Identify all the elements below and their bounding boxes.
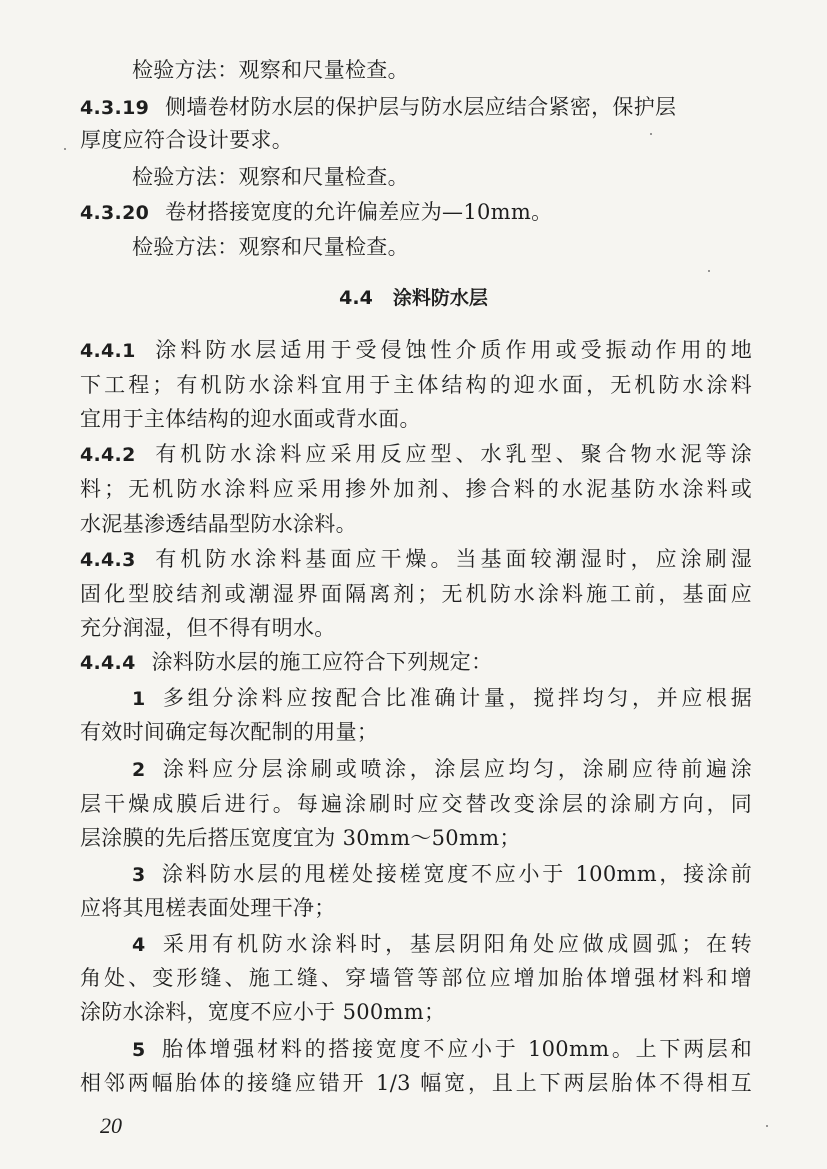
item-number: 5 [132, 1039, 146, 1061]
list-item: 3 涂料防水层的甩槎处接槎宽度不应小于 100mm，接涂前 [132, 862, 752, 886]
scan-speck [708, 270, 710, 272]
clause-4-3-19: 4.3.19 侧墙卷材防水层的保护层与防水层应结合紧密，保护层 [80, 95, 677, 119]
item-number: 1 [132, 688, 146, 710]
page-number: 20 [100, 1113, 122, 1138]
clause-number: 4.4.1 [80, 340, 136, 362]
section-heading [0, 284, 827, 312]
clause-number: 4.3.20 [80, 202, 150, 224]
clause-number: 4.4.3 [80, 549, 136, 571]
list-item: 5 胎体增强材料的搭接宽度不应小于 100mm。上下两层和 [132, 1037, 752, 1061]
text-line: 下工程；有机防水涂料宜用于主体结构的迎水面，无机防水涂料 [80, 373, 752, 397]
text-line: 检验方法：观察和尺量检查。 [132, 165, 409, 189]
clause-4-4-2: 4.4.2 有机防水涂料应采用反应型、水乳型、聚合物水泥等涂 [80, 442, 752, 466]
text-line: 充分润湿，但不得有明水。 [80, 616, 336, 640]
clause-4-4-1: 4.4.1 涂料防水层适用于受侵蚀性介质作用或受振动作用的地 [80, 338, 752, 362]
clause-number: 4.4.4 [80, 652, 136, 674]
item-number: 3 [132, 864, 146, 886]
list-item: 4 采用有机防水涂料时，基层阴阳角处应做成圆弧；在转 [132, 932, 752, 956]
text-line: 水泥基渗透结晶型防水涂料。 [80, 512, 357, 536]
text-line: 固化型胶结剂或潮湿界面隔离剂；无机防水涂料施工前，基面应 [80, 582, 752, 606]
text-line: 料；无机防水涂料应采用掺外加剂、掺合料的水泥基防水涂料或 [80, 477, 752, 501]
text-line: 检验方法：观察和尺量检查。 [132, 235, 409, 259]
text-line: 有效时间确定每次配制的用量； [80, 720, 379, 744]
text-line: 相邻两幅胎体的接缝应错开 1/3 幅宽，且上下两层胎体不得相互 [80, 1071, 752, 1095]
item-number: 4 [132, 934, 146, 956]
list-item: 2 涂料应分层涂刷或喷涂，涂层应均匀，涂刷应待前遍涂 [132, 757, 752, 781]
item-number: 2 [132, 759, 146, 781]
scan-speck [650, 133, 652, 135]
text-line: 层涂膜的先后搭压宽度宜为 30mm～50mm； [80, 826, 521, 850]
clause-4-3-20: 4.3.20 卷材搭接宽度的允许偏差应为—10mm。 [80, 200, 553, 224]
text-line: 厚度应符合设计要求。 [80, 128, 293, 152]
clause-4-4-3: 4.4.3 有机防水涂料基面应干燥。当基面较潮湿时，应涂刷湿 [80, 547, 752, 571]
clause-number: 4.3.19 [80, 97, 150, 119]
list-item: 1 多组分涂料应按配合比准确计量，搅拌均匀，并应根据 [132, 686, 752, 710]
text-line: 应将其甩槎表面处理干净； [80, 896, 336, 920]
section-title: 涂料防水层 [392, 287, 488, 309]
section-number: 4.4 [339, 287, 373, 309]
text-line: 层干燥成膜后进行。每遍涂刷时应交替改变涂层的涂刷方向，同 [80, 792, 752, 816]
text-line: 角处、变形缝、施工缝、穿墙管等部位应增加胎体增强材料和增 [80, 966, 752, 990]
scan-speck [64, 148, 66, 150]
clause-4-4-4: 4.4.4 涂料防水层的施工应符合下列规定： [80, 650, 493, 674]
text-line: 涂防水涂料，宽度不应小于 500mm； [80, 1000, 446, 1024]
text-line: 宜用于主体结构的迎水面或背水面。 [80, 407, 421, 431]
text-line: 检验方法：观察和尺量检查。 [132, 58, 409, 82]
clause-number: 4.4.2 [80, 444, 136, 466]
scan-speck [766, 1125, 768, 1127]
